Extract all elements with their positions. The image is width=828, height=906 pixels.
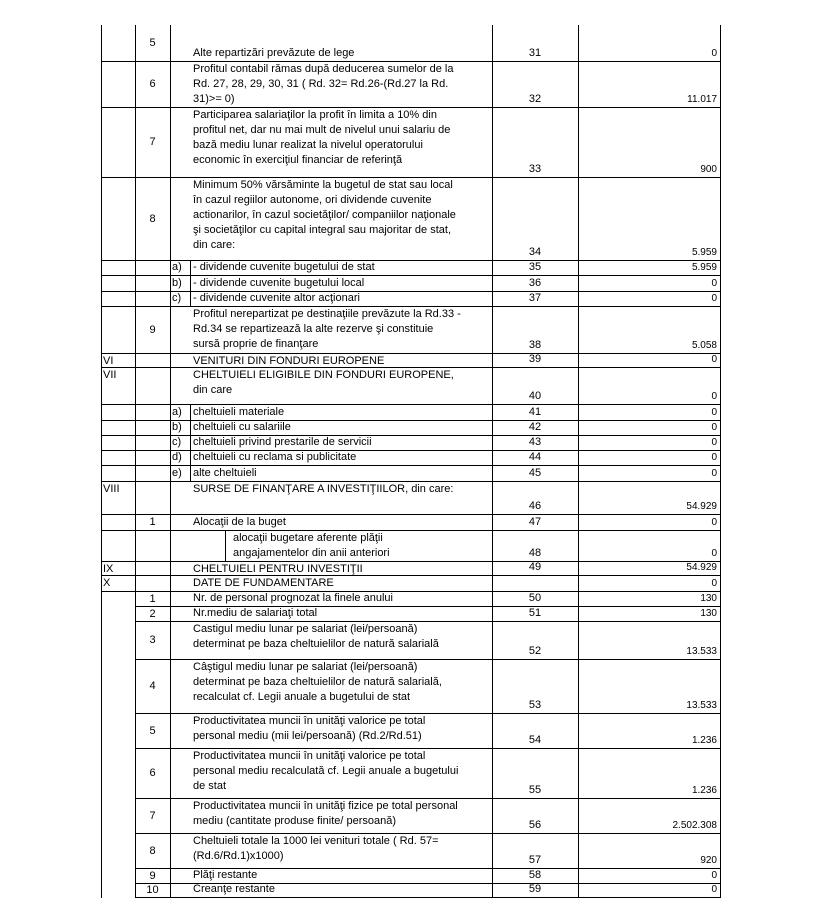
row-value: 54.929 bbox=[686, 501, 717, 512]
row-description: (Rd.6/Rd.1)x1000) bbox=[193, 850, 284, 862]
row-description: CHELTUIELI PENTRU INVESTIŢII bbox=[193, 563, 363, 575]
row-value: 0 bbox=[711, 517, 717, 528]
row-value: 54.929 bbox=[686, 562, 717, 573]
row-number: 40 bbox=[528, 390, 542, 402]
row-number: 55 bbox=[528, 784, 542, 796]
section-roman: VI bbox=[103, 355, 114, 367]
row-description: recalculat cf. Legii anuale a bugetului de stat bbox=[193, 691, 411, 703]
row-description: cheltuieli cu reclama si publicitate bbox=[193, 451, 357, 463]
row-index: 6 bbox=[149, 78, 156, 90]
row-value: 900 bbox=[700, 164, 717, 175]
row-description: Alte repartizări prevăzute de lege bbox=[193, 47, 355, 59]
row-description: personal mediu recalculată cf. Legii anuale a bugetului bbox=[193, 765, 459, 777]
row-description: Cheltuieli totale la 1000 lei venituri totale ( Rd. 57= bbox=[193, 835, 439, 847]
row-sub-letter: d) bbox=[172, 451, 182, 463]
column-divider-sub bbox=[170, 25, 171, 898]
row-number: 46 bbox=[528, 500, 542, 512]
row-description: mediu (cantitate produse finite/ persoană) bbox=[193, 815, 397, 827]
row-sub-letter: b) bbox=[172, 421, 182, 433]
row-description: personal mediu (mii lei/persoană) (Rd.2/Rd.51) bbox=[193, 730, 422, 742]
row-description: de stat bbox=[193, 780, 227, 792]
row-number: 53 bbox=[528, 699, 542, 711]
column-divider-letter bbox=[190, 260, 191, 275]
row-number: 41 bbox=[528, 406, 542, 418]
row-value: 5.058 bbox=[691, 340, 717, 351]
section-roman: VII bbox=[103, 369, 117, 381]
table-border-right bbox=[720, 25, 721, 898]
row-index: 6 bbox=[149, 767, 156, 779]
row-sub-letter: a) bbox=[172, 406, 182, 418]
row-index: 1 bbox=[149, 592, 156, 605]
row-description: Castigul mediu lunar pe salariat (lei/persoană) bbox=[193, 623, 418, 635]
row-description: cheltuieli materiale bbox=[193, 406, 285, 418]
row-description: Profitul nerepartizat pe destinaţiile prevăzute la Rd.33 - bbox=[193, 308, 461, 320]
row-index: 7 bbox=[149, 136, 156, 148]
row-value: 920 bbox=[700, 855, 717, 866]
row-description: Profitul contabil rămas după deducerea sumelor de la bbox=[193, 63, 454, 75]
row-value: 0 bbox=[711, 452, 717, 463]
row-index: 9 bbox=[149, 869, 156, 882]
section-roman: X bbox=[103, 577, 111, 589]
row-divider bbox=[135, 897, 721, 898]
row-description: Câştigul mediu lunar pe salariat (lei/persoană) bbox=[193, 661, 418, 673]
row-index: 3 bbox=[149, 634, 156, 646]
row-description: Nr.mediu de salariaţi total bbox=[193, 607, 318, 619]
row-index: 5 bbox=[149, 37, 156, 49]
section-roman: VIII bbox=[103, 483, 120, 495]
row-description: alte cheltuieli bbox=[193, 467, 257, 479]
row-value: 0 bbox=[711, 293, 717, 304]
row-number: 35 bbox=[528, 261, 542, 273]
row-number: 44 bbox=[528, 451, 542, 463]
column-divider-letter bbox=[190, 275, 191, 291]
row-value: 13.533 bbox=[686, 646, 717, 657]
section-roman: IX bbox=[103, 563, 114, 575]
row-description: actionarilor, în cazul societăţilor/ companiilor naţionale bbox=[193, 209, 456, 221]
row-value: 0 bbox=[711, 437, 717, 448]
row-description: şi societăţilor cu capital integral sau majoritar de stat, bbox=[193, 224, 452, 236]
row-number: 36 bbox=[528, 277, 542, 289]
row-description: angajamentelor din anii anteriori bbox=[233, 547, 390, 559]
row-description: CHELTUIELI ELIGIBILE DIN FONDURI EUROPENE, bbox=[193, 369, 454, 381]
column-divider-letter bbox=[190, 291, 191, 306]
row-value: 130 bbox=[700, 593, 717, 604]
row-description: Rd. 27, 28, 29, 30, 31 ( Rd. 32= Rd.26-(Rd.27 la Rd. bbox=[193, 78, 449, 90]
row-number: 48 bbox=[528, 547, 542, 559]
column-divider-letter bbox=[190, 450, 191, 465]
row-sub-letter: e) bbox=[172, 467, 182, 479]
row-description: Minimum 50% vărsăminte la bugetul de stat sau local bbox=[193, 179, 453, 191]
table-border-left bbox=[101, 25, 102, 898]
column-divider-letter bbox=[190, 435, 191, 450]
row-description: SURSE DE FINANŢARE A INVESTIŢIILOR, din care: bbox=[193, 483, 454, 495]
row-number: 54 bbox=[528, 734, 542, 746]
row-description: cheltuieli privind prestarile de servicii bbox=[193, 436, 372, 448]
row-description: VENITURI DIN FONDURI EUROPENE bbox=[193, 355, 385, 367]
row-description: Rd.34 se repartizează la alte rezerve şi constituie bbox=[193, 323, 434, 335]
row-number: 32 bbox=[528, 93, 542, 105]
column-divider-letter bbox=[190, 404, 191, 420]
row-description: Productivitatea muncii în unităţi valorice pe total bbox=[193, 715, 426, 727]
row-description: alocaţii bugetare aferente plăţii bbox=[233, 532, 383, 544]
row-number: 59 bbox=[528, 883, 542, 895]
row-value: 0 bbox=[711, 548, 717, 559]
row-sub-letter: a) bbox=[172, 261, 182, 273]
row-value: 0 bbox=[711, 422, 717, 433]
row-description: bază mediu lunar realizat la nivelul operatorului bbox=[193, 139, 423, 151]
row-description: Productivitatea muncii în unităţi valorice pe total bbox=[193, 750, 426, 762]
row-value: 0 bbox=[711, 578, 717, 589]
row-number: 47 bbox=[528, 516, 542, 528]
row-number: 34 bbox=[528, 246, 542, 258]
row-index: 8 bbox=[149, 844, 156, 857]
row-sub-letter: c) bbox=[172, 436, 182, 448]
row-index: 7 bbox=[149, 809, 156, 822]
row-description: din care: bbox=[193, 239, 236, 251]
row-index: 4 bbox=[149, 680, 156, 692]
row-description: Nr. de personal prognozat la finele anului bbox=[193, 592, 393, 604]
row-description: Productivitatea muncii în unităţi fizice pe total personal bbox=[193, 800, 458, 812]
row-number: 50 bbox=[528, 592, 542, 604]
row-description: economic în exerciţiul financiar de referinţă bbox=[193, 154, 403, 166]
row-value: 130 bbox=[700, 608, 717, 619]
row-value: 5.959 bbox=[691, 262, 717, 273]
row-index: 2 bbox=[149, 607, 156, 620]
row-index: 1 bbox=[149, 516, 156, 528]
row-description: DATE DE FUNDAMENTARE bbox=[193, 577, 334, 589]
column-divider-letter bbox=[190, 465, 191, 481]
row-value: 0 bbox=[711, 391, 717, 402]
row-value: 0 bbox=[711, 884, 717, 895]
row-index: 5 bbox=[149, 724, 156, 737]
row-description: sursă proprie de finanţare bbox=[193, 338, 319, 350]
row-number: 57 bbox=[528, 854, 542, 866]
row-value: 1.236 bbox=[691, 785, 717, 796]
row-index: 10 bbox=[146, 884, 159, 896]
row-number: 45 bbox=[528, 467, 542, 479]
row-number: 33 bbox=[528, 163, 542, 175]
row-description: determinat pe baza cheltuielilor de natură salarială, bbox=[193, 676, 442, 688]
row-value: 11.017 bbox=[687, 94, 717, 105]
row-value: 0 bbox=[711, 48, 717, 59]
row-value: 5.959 bbox=[691, 247, 717, 258]
row-number: 49 bbox=[528, 561, 542, 573]
row-value: 0 bbox=[711, 407, 717, 418]
column-divider-indent bbox=[225, 530, 226, 561]
row-number: 37 bbox=[528, 292, 542, 304]
row-value: 0 bbox=[711, 354, 717, 365]
row-index: 8 bbox=[149, 212, 156, 225]
row-description: din care bbox=[193, 384, 233, 396]
row-description: determinat pe baza cheltuielilor de natură salarială bbox=[193, 638, 439, 650]
row-description: Participarea salariaţilor la profit în limita a 10% din bbox=[193, 109, 437, 121]
row-sub-letter: c) bbox=[172, 292, 182, 304]
row-number: 51 bbox=[528, 607, 542, 619]
row-description: Creanţe restante bbox=[193, 883, 275, 895]
row-number: 52 bbox=[528, 645, 542, 657]
row-description: în cazul regiilor autonome, ori dividende cuvenite bbox=[193, 194, 432, 206]
row-divider bbox=[101, 530, 721, 531]
row-number: 39 bbox=[528, 353, 542, 365]
row-index: 9 bbox=[149, 323, 156, 336]
row-sub-letter: b) bbox=[172, 277, 182, 289]
row-value: 0 bbox=[711, 278, 717, 289]
row-value: 2.502.308 bbox=[672, 820, 717, 831]
row-number: 56 bbox=[528, 819, 542, 831]
row-value: 0 bbox=[711, 870, 717, 881]
row-description: - dividende cuvenite bugetului local bbox=[193, 277, 365, 289]
row-number: 42 bbox=[528, 421, 542, 433]
row-description: cheltuieli cu salariile bbox=[193, 421, 291, 433]
row-value: 1.236 bbox=[691, 735, 717, 746]
row-description: Plăţi restante bbox=[193, 869, 258, 881]
row-number: 38 bbox=[528, 339, 542, 351]
row-description: - dividende cuvenite bugetului de stat bbox=[193, 261, 375, 273]
row-number: 58 bbox=[528, 869, 542, 881]
row-number: 43 bbox=[528, 436, 542, 448]
row-description: - dividende cuvenite altor acţionari bbox=[193, 292, 360, 304]
row-value: 13.533 bbox=[686, 700, 717, 711]
row-description: Alocaţii de la buget bbox=[193, 516, 286, 528]
row-number: 31 bbox=[528, 47, 542, 59]
row-description: profitul net, dar nu mai mult de nivelul unui salariu de bbox=[193, 124, 451, 136]
column-divider-letter bbox=[190, 420, 191, 435]
row-value: 0 bbox=[711, 468, 717, 479]
row-description: 31)>= 0) bbox=[193, 93, 235, 105]
